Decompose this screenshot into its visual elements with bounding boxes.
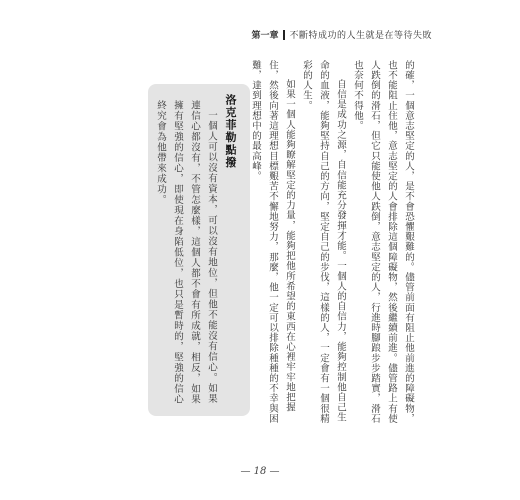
- tip-paragraph: 一個人可以沒有資本，可以沒有地位，但他不能沒有信心。如果連信心都沒有，不管怎麼樣，這個人都不會有所成就，相反，如果擁有堅強的信心，即使現在身陷低位，也只是暫時的，堅強的信心終究會為他帶來成功。: [155, 100, 217, 405]
- paragraph: 的確，一個意志堅定的人，是不會恐懼艱難的。儘管前面有阻止他前進的障礙物，也不能阻止住他，意志堅定的人會排除這個障礙物，然後繼續前進。儘管路上有使人跌倒的滑石，但它只能使他人跌倒，意志堅定的人，行進時腳踉步步踏實，滑石也奈何不得他。: [352, 60, 414, 424]
- main-text: [250, 60, 417, 430]
- running-header: [251, 28, 432, 41]
- paragraph: 自信是成功之源，自信能充分發揮才能。一個人的自信力，能夠控制他自己生命的血液，能夠堅持自己的方向，堅定自己的步伐，這樣的人，一定會有一個很精彩的人生。: [301, 60, 346, 424]
- paragraph: 如果一個人能夠瞭解堅定的力量，能夠把他所希望的東西在心裡牢牢地把握住，然後向著這理想目標艱苦不懈地努力，那麼，他一定可以排除種種的不幸與困難，達到理想中的最高峰。: [250, 60, 295, 424]
- header-divider: [283, 30, 285, 40]
- chapter-title: 不斷特成功的人生就是在等待失敗: [289, 31, 432, 41]
- chapter-label: 第一章: [251, 31, 279, 41]
- tip-box: [148, 84, 250, 416]
- tip-box-title: 洛克菲勒點撥: [224, 94, 237, 169]
- tip-box-text: [152, 94, 220, 406]
- page-number: — 18 —: [240, 466, 280, 477]
